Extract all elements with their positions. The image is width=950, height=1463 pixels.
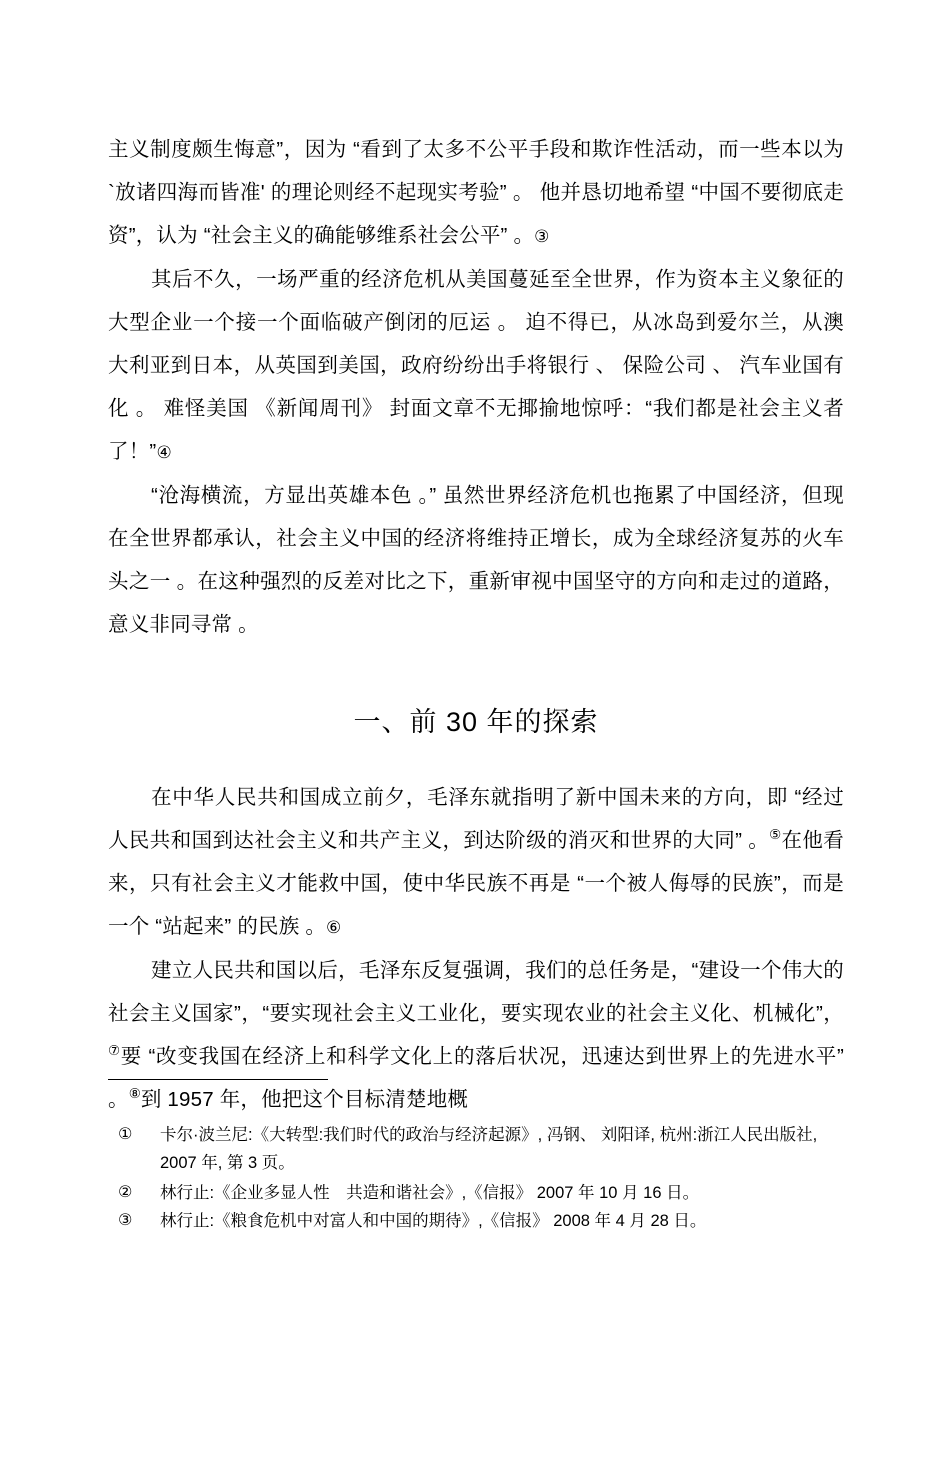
footnote-item-1 — [118, 1122, 848, 1148]
paragraph-5-part3: 到 1957 年，他把这个目标清楚地概 — [140, 1088, 469, 1111]
footnote-marker-1: ① — [118, 1126, 133, 1143]
endnote-ref-7[interactable]: ⑦ — [108, 1043, 121, 1059]
endnote-ref-8[interactable]: ⑧ — [128, 1086, 141, 1102]
section-heading: 一、前 30 年的探索 — [353, 707, 599, 737]
paragraph-3 — [108, 474, 844, 646]
endnote-ref-3[interactable]: ③ — [534, 227, 550, 246]
paragraph-4 — [108, 776, 844, 949]
endnote-ref-4[interactable]: ④ — [156, 443, 172, 462]
endnote-ref-6[interactable]: ⑥ — [326, 918, 342, 937]
footnote-text-1: 卡尔·波兰尼:《大转型:我们时代的政治与经济起源》, 冯钢、 刘阳译, 杭州:浙江人民出版社, — [160, 1126, 818, 1144]
endnote-ref-5[interactable]: ⑤ — [769, 827, 782, 843]
paragraph-1 — [108, 128, 844, 258]
footnote-text-3: 林行止:《粮食危机中对富人和中国的期待》,《信报》 2008 年 4 月 28 日。 — [160, 1212, 707, 1230]
paragraph-2 — [108, 258, 844, 474]
footnote-list — [118, 1122, 848, 1236]
paragraph-4-part2: 在他看来，只有社会主义才能救中国，使中华民族不再是 “一个被人侮辱的民族”，而是一个 “站起来” 的民族 。 — [108, 829, 844, 938]
paragraph-5 — [108, 949, 844, 1121]
footnote-marker-3: ③ — [118, 1212, 133, 1229]
paragraph-2-text: 其后不久，一场严重的经济危机从美国蔓延至全世界，作为资本主义象征的大型企业一个接一个面临破产倒闭的厄运 。 迫不得已，从冰岛到爱尔兰，从澳大利亚到日本，从英国到美国，政府纷纷出手将银行 、 保险公司 、 汽车业国有化 。 难怪美国 《新闻周刊》 封面文章不无揶揄地惊呼：“我们都是社会主义者了！” — [108, 268, 844, 463]
footnote-marker-2: ② — [118, 1184, 133, 1201]
footnote-item-2 — [118, 1180, 848, 1206]
footnote-text-2: 林行止:《企业多显人性 共造和谐社会》,《信报》 2007 年 10 月 16 日。 — [160, 1184, 700, 1202]
section-heading-wrap — [108, 702, 844, 742]
paragraph-5-part2: 要 “改变我国在经济上和科学文化上的落后状况，迅速达到世界上的先进水平” 。 — [108, 1045, 844, 1111]
footnote-separator-rule — [108, 1079, 328, 1080]
paragraph-4-part1: 在中华人民共和国成立前夕，毛泽东就指明了新中国未来的方向，即 “经过人民共和国到达社会主义和共产主义，到达阶级的消灭和世界的大同” 。 — [108, 786, 844, 852]
paragraph-1-text: 主义制度颇生悔意”，因为 “看到了太多不公平手段和欺诈性活动，而一些本以为 `放诸四海而皆准' 的理论则经不起现实考验” 。 他并恳切地希望 “中国不要彻底走资”，认为 “社会主义的确能够维系社会公平” 。 — [108, 138, 844, 247]
paragraph-3-text: “沧海横流，方显出英雄本色 。” 虽然世界经济危机也拖累了中国经济，但现在全世界都承认，社会主义中国的经济将维持正增长，成为全球经济复苏的火车头之一 。在这种强烈的反差对比之下，重新审视中国坚守的方向和走过的道路，意义非同寻常 。 — [108, 484, 844, 636]
footnote-continuation-1: 2007 年, 第 3 页。 — [160, 1154, 295, 1172]
document-body — [108, 128, 844, 1121]
paragraph-5-part1: 建立人民共和国以后，毛泽东反复强调，我们的总任务是，“建设一个伟大的社会主义国家”，“要实现社会主义工业化，要实现农业的社会主义化、机械化”， — [108, 959, 844, 1025]
footnote-item-3 — [118, 1208, 848, 1234]
